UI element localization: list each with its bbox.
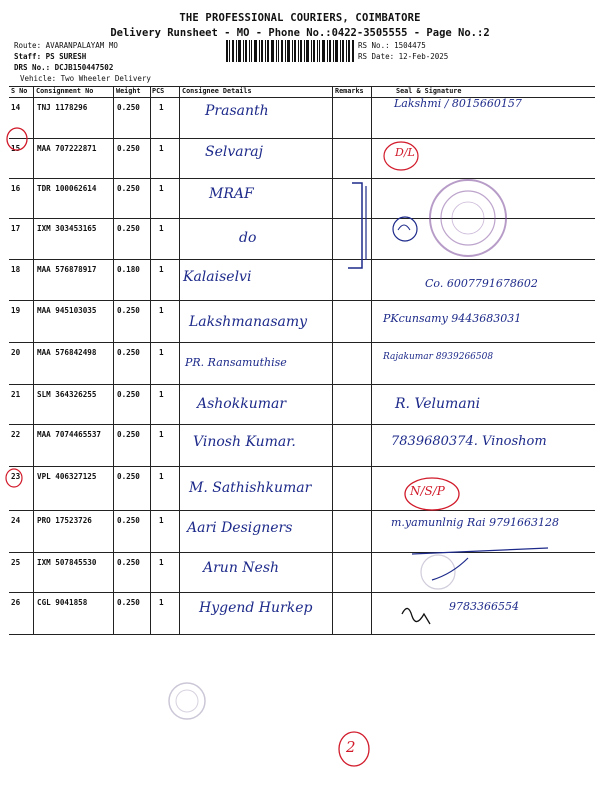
row-sno: 23: [11, 472, 21, 481]
row-seal: m.yamunlnig Rai 9791663128: [391, 516, 560, 529]
row-seal: Co. 6007791678602: [425, 277, 538, 290]
row-sno: 15: [11, 144, 21, 153]
nsp-mark: N/S/P: [410, 484, 445, 498]
header-remarks: Remarks: [335, 87, 364, 95]
page-number-circle: 2: [346, 738, 356, 756]
header-consignment: Consignment No: [36, 87, 94, 95]
header-sno: S No: [11, 87, 28, 95]
row-consignee: Lakshmanasamy: [189, 314, 308, 330]
drs-label: DRS No.: DCJB150447502: [14, 63, 114, 72]
row-pcs: 1: [159, 348, 164, 357]
row-weight: 0.250: [117, 558, 140, 567]
row-sno: 21: [11, 390, 21, 399]
row-consignment: MAA 576842498: [37, 348, 97, 357]
row-sno: 14: [11, 103, 21, 112]
row-weight: 0.250: [117, 144, 140, 153]
row-consignment: VPL 406327125: [37, 472, 97, 481]
row-seal: 7839680374. Vinoshom: [391, 434, 547, 449]
header-pcs: PCS: [152, 87, 165, 95]
row-consignment: MAA 945103035: [37, 306, 97, 315]
row-consignee: MRAF: [209, 186, 254, 202]
row-sno: 25: [11, 558, 21, 567]
row-weight: 0.250: [117, 472, 140, 481]
header-consignee: Consignee Details: [182, 87, 252, 95]
row-seal: Lakshmi / 8015660157: [394, 97, 522, 110]
row-consignee: Selvaraj: [205, 144, 263, 160]
row-sno: 18: [11, 265, 21, 274]
row-consignee: PR. Ransamuthise: [185, 356, 287, 369]
row-weight: 0.250: [117, 430, 140, 439]
row-weight: 0.250: [117, 306, 140, 315]
row-weight: 0.250: [117, 516, 140, 525]
row-weight: 0.180: [117, 265, 140, 274]
row-consignment: MAA 7074465537: [37, 430, 102, 439]
runsheet-subtitle: Delivery Runsheet - MO - Phone No.:0422-3505555 - Page No.:2: [110, 27, 490, 39]
row-sno: 19: [11, 306, 21, 315]
row-pcs: 1: [159, 224, 164, 233]
row-pcs: 1: [159, 558, 164, 567]
row-pcs: 1: [159, 598, 164, 607]
row-seal: D/L: [395, 146, 415, 159]
row-pcs: 1: [159, 306, 164, 315]
row-pcs: 1: [159, 144, 164, 153]
row-sno: 16: [11, 184, 21, 193]
row-pcs: 1: [159, 472, 164, 481]
row-pcs: 1: [159, 184, 164, 193]
row-sno: 24: [11, 516, 21, 525]
company-title: THE PROFESSIONAL COURIERS, COIMBATORE: [179, 12, 421, 24]
row-sno: 17: [11, 224, 21, 233]
rs-number: RS No.: 1504475: [358, 41, 426, 50]
row-consignment: PRO 17523726: [37, 516, 92, 525]
row-consignee: Prasanth: [205, 103, 269, 119]
row-weight: 0.250: [117, 598, 140, 607]
row-pcs: 1: [159, 265, 164, 274]
row-consignee: Hygend Hurkep: [199, 600, 313, 616]
row-consignee: do: [239, 230, 257, 246]
row-pcs: 1: [159, 516, 164, 525]
row-weight: 0.250: [117, 390, 140, 399]
row-consignee: Ashokkumar: [197, 396, 287, 412]
row-consignee: M. Sathishkumar: [189, 480, 312, 496]
row-pcs: 1: [159, 390, 164, 399]
row-consignment: TDR 100062614: [37, 184, 97, 193]
row-seal: PKcunsamy 9443683031: [383, 312, 522, 325]
row-consignment: IXM 507845530: [37, 558, 97, 567]
row-weight: 0.250: [117, 224, 140, 233]
row-weight: 0.250: [117, 184, 140, 193]
row-weight: 0.250: [117, 348, 140, 357]
header-seal: Seal & Signature: [396, 87, 462, 95]
row-consignment: IXM 303453165: [37, 224, 97, 233]
rs-date: RS Date: 12-Feb-2025: [358, 52, 449, 61]
row-consignee: Arun Nesh: [203, 560, 280, 576]
row-consignee: Vinosh Kumar.: [193, 434, 296, 450]
row-consignee: Aari Designers: [187, 520, 293, 536]
row-consignment: CGL 9041858: [37, 598, 88, 607]
row-pcs: 1: [159, 430, 164, 439]
vehicle-label: Vehicle: Two Wheeler Delivery: [20, 74, 151, 83]
row-sno: 22: [11, 430, 21, 439]
row-seal: R. Velumani: [395, 396, 481, 412]
staff-label: Staff: PS SURESH: [14, 52, 87, 61]
row-consignment: MAA 707222871: [37, 144, 97, 153]
row-seal: Rajakumar 8939266508: [383, 352, 494, 362]
row-consignment: TNJ 1178296: [37, 103, 88, 112]
row-consignment: MAA 576878917: [37, 265, 97, 274]
row-sno: 26: [11, 598, 21, 607]
row-seal: 9783366554: [449, 600, 519, 613]
row-sno: 20: [11, 348, 21, 357]
header-weight: Weight: [116, 87, 141, 95]
route-label: Route: AVARANPALAYAM MO: [14, 41, 118, 50]
row-consignment: SLM 364326255: [37, 390, 97, 399]
row-weight: 0.250: [117, 103, 140, 112]
row-consignee: Kalaiselvi: [183, 269, 252, 285]
row-pcs: 1: [159, 103, 164, 112]
